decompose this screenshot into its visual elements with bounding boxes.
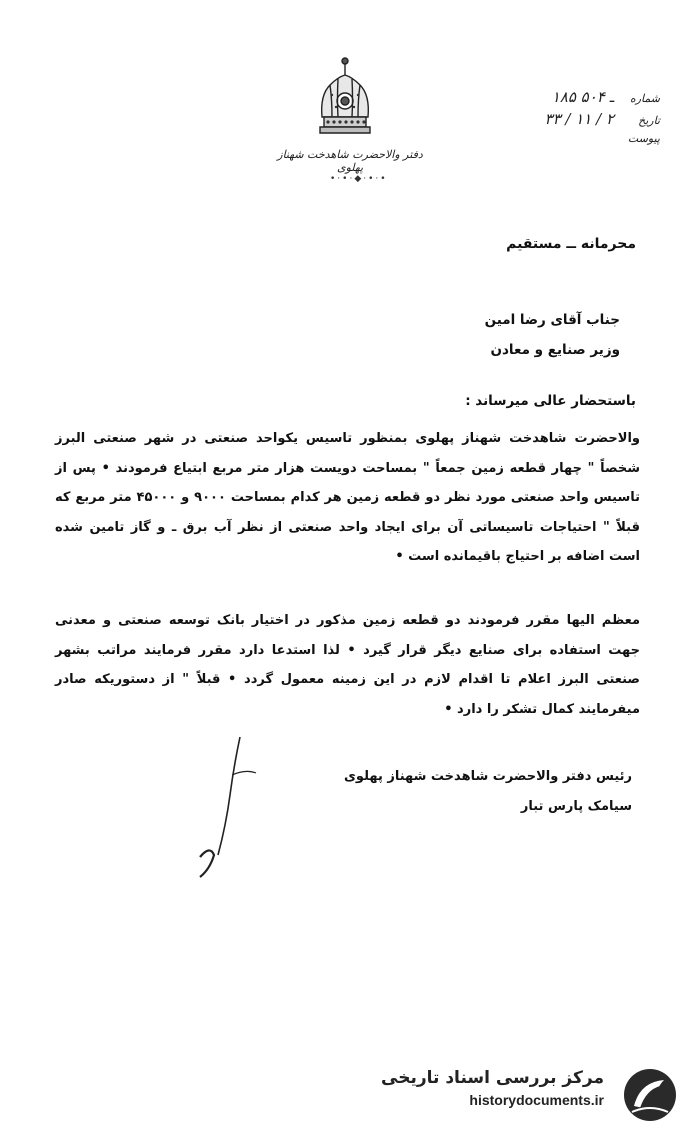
archive-logo-icon	[620, 1066, 680, 1124]
crown-emblem-icon	[312, 55, 378, 141]
meta-date-row	[460, 110, 660, 132]
body-paragraph-2: معظم الیها مقرر فرمودند دو قطعه زمین مذکور در اختیار بانک توسعه صنعتی و معدنی جهت استفاده برای صنایع دیگر قرار گیرد • لذا استدعا دارد مقرر فرمایند مراتب بشهر صنعتی البرز اعلام تا اقدام لازم در این زمینه معمول گردد • قبلاً " از دستوریکه صادر میفرمایند کمال تشکر را دارد •	[55, 613, 640, 717]
watermark-text	[381, 1068, 604, 1108]
letterhead-ornament: •·•·◆·•·•	[330, 174, 388, 184]
letter-meta-block	[460, 88, 660, 154]
handwritten-signature-icon	[170, 735, 280, 885]
classification-label: محرمانه ــ مستقیم	[506, 236, 636, 252]
meta-number-row	[460, 88, 660, 110]
body-paragraph-1: والاحضرت شاهدخت شهناز پهلوی بمنظور تاسیس یکواحد صنعتی در شهر صنعتی البرز شخصاً " چهار قطعه زمین جمعاً " بمساحت دویست هزار متر مربع ابتیاع فرمودند • پس از تاسیس واحد صنعتی مورد نظر دو قطعه زمین هر کدام بمساحت ۹۰۰۰ و ۴۵۰۰۰ متر مربع که قبلاً " احتیاجات تاسیساتی آن برای ایجاد واحد صنعتی از نظر آب برق ـ و گاز تامین شده است اضافه بر احتیاج باقیمانده است •	[55, 431, 640, 564]
letterhead-office-name: دفتر والاحضرت شاهدخت شهناز پهلوی	[277, 148, 423, 174]
meta-attachment-row	[460, 132, 660, 154]
archive-watermark	[0, 1066, 682, 1126]
meta-number-value: ۱۸۵ ـ ۵۰۴	[551, 88, 614, 106]
recipient-title: وزیر صنایع و معادن	[490, 342, 620, 358]
meta-date-value: ۳۳ / ۱۱ / ۲	[544, 110, 614, 128]
signoff-name: سیامک پارس تبار	[520, 799, 632, 814]
watermark-url: historydocuments.ir	[469, 1092, 604, 1108]
recipient-name: جناب آقای رضا امین	[484, 312, 620, 328]
watermark-title: مرکز بررسی اسناد تاریخی	[381, 1068, 604, 1088]
meta-number-label: شماره	[629, 92, 660, 105]
signoff-block	[344, 762, 632, 822]
meta-attachment-label: پیوست	[627, 132, 660, 145]
meta-date-label: تاریخ	[638, 114, 660, 127]
salutation: باستحضار عالی میرساند :	[465, 393, 636, 409]
signoff-title: رئیس دفتر والاحضرت شاهدخت شهناز پهلوی	[344, 769, 632, 784]
recipient-block	[485, 305, 620, 365]
